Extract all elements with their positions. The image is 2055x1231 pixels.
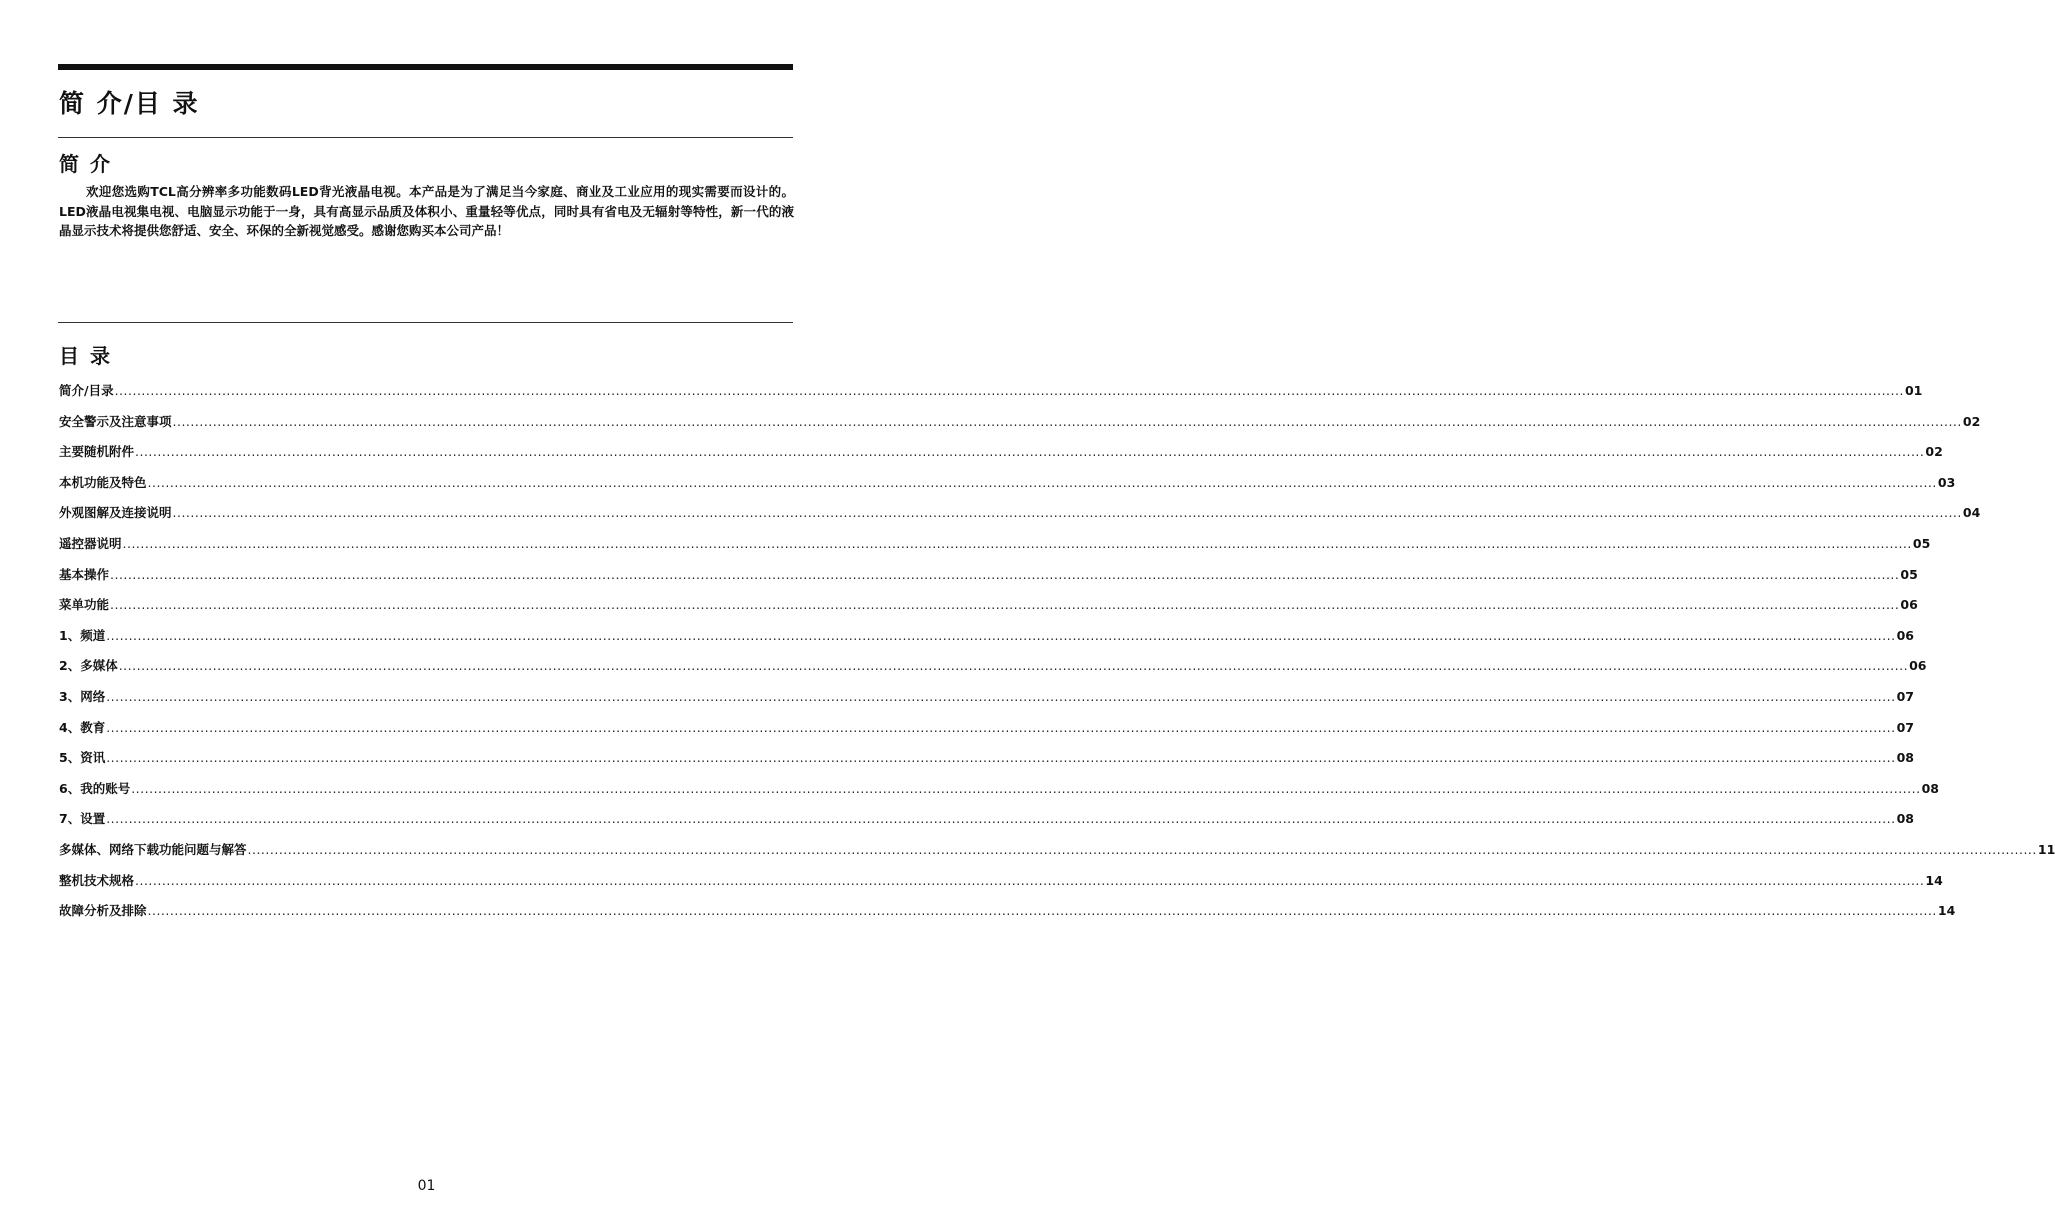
toc-entry-page: 05 [1912,535,1931,551]
toc-entry-title: 7、设置 [59,811,106,827]
toc-entry [59,779,1939,810]
toc-entry-page: 06 [1896,627,1914,643]
toc-entry [59,871,1943,902]
toc-entry-title: 1、频道 [59,627,106,643]
divider-intro [58,137,793,138]
toc-entry-page: 11 [2037,841,2055,857]
toc-entry-title: 3、网络 [59,688,106,704]
toc-entry-page: 14 [1925,872,1943,888]
toc-list [59,381,2055,932]
toc-entry-page: 08 [1896,811,1914,827]
toc-dot-leader: ................................................................................................................................................................................................................................................................................................................................................................................................................ [147,903,1937,919]
toc-entry [59,656,1927,687]
toc-dot-leader: ................................................................................................................................................................................................................................................................................................................................................................................................................ [247,841,2037,857]
toc-entry-page: 02 [1962,413,1981,429]
toc-entry [59,626,1914,657]
toc-entry-title: 菜单功能 [59,597,110,613]
toc-entry-title: 基本操作 [59,566,110,582]
toc-heading: 目 录 [59,344,112,368]
toc-entry-title: 4、教育 [59,719,106,735]
toc-entry-title: 外观图解及连接说明 [59,505,172,521]
toc-entry [59,534,1931,565]
toc-dot-leader: ................................................................................................................................................................................................................................................................................................................................................................................................................ [172,505,1962,521]
toc-dot-leader: ................................................................................................................................................................................................................................................................................................................................................................................................................ [106,688,1896,704]
toc-entry-page: 01 [1904,383,1923,398]
toc-entry-page: 04 [1962,505,1981,521]
toc-dot-leader: ................................................................................................................................................................................................................................................................................................................................................................................................................ [106,750,1896,766]
toc-entry [59,748,1914,779]
toc-entry [59,840,2055,871]
toc-entry [59,718,1914,749]
page-title: 简 介/目 录 [59,89,200,118]
toc-entry-page: 02 [1925,444,1943,460]
toc-entry-page: 07 [1896,688,1914,704]
toc-dot-leader: ................................................................................................................................................................................................................................................................................................................................................................................................................ [114,383,1904,398]
toc-dot-leader: ................................................................................................................................................................................................................................................................................................................................................................................................................ [106,627,1896,643]
toc-entry-title: 5、资讯 [59,750,106,766]
toc-entry-page: 14 [1937,903,1956,919]
toc-entry-title: 遥控器说明 [59,535,122,551]
toc-entry-title: 本机功能及特色 [59,474,147,490]
toc-entry [59,595,1918,626]
toc-entry [59,442,1943,473]
toc-entry-title: 2、多媒体 [59,658,118,674]
divider-toc [58,322,793,323]
toc-entry [59,565,1918,596]
toc-entry-title: 整机技术规格 [59,872,135,888]
toc-entry [59,901,1956,932]
toc-dot-leader: ................................................................................................................................................................................................................................................................................................................................................................................................................ [110,597,1900,613]
toc-entry [59,412,1981,443]
toc-entry [59,687,1914,718]
toc-entry-page: 06 [1900,597,1918,613]
toc-dot-leader: ................................................................................................................................................................................................................................................................................................................................................................................................................ [110,566,1900,582]
toc-entry-title: 简介/目录 [59,383,114,398]
toc-dot-leader: ................................................................................................................................................................................................................................................................................................................................................................................................................ [122,535,1912,551]
toc-entry-title: 主要随机附件 [59,444,135,460]
toc-entry-title: 安全警示及注意事项 [59,413,172,429]
toc-entry-page: 08 [1896,750,1914,766]
intro-heading: 简 介 [59,152,112,176]
toc-dot-leader: ................................................................................................................................................................................................................................................................................................................................................................................................................ [172,413,1962,429]
toc-entry [59,473,1956,504]
toc-entry-title: 故障分析及排除 [59,903,147,919]
toc-entry-page: 07 [1896,719,1914,735]
toc-dot-leader: ................................................................................................................................................................................................................................................................................................................................................................................................................ [118,658,1909,674]
toc-dot-leader: ................................................................................................................................................................................................................................................................................................................................................................................................................ [147,474,1937,490]
toc-entry-title: 6、我的账号 [59,780,131,796]
toc-entry-page: 05 [1900,566,1918,582]
toc-dot-leader: ................................................................................................................................................................................................................................................................................................................................................................................................................ [106,811,1896,827]
toc-dot-leader: ................................................................................................................................................................................................................................................................................................................................................................................................................ [135,872,1925,888]
toc-entry-page: 08 [1921,780,1939,796]
toc-entry-page: 03 [1937,474,1956,490]
header-rule [58,64,793,70]
page-number: 01 [417,1178,436,1194]
toc-entry [59,809,1914,840]
toc-dot-leader: ................................................................................................................................................................................................................................................................................................................................................................................................................ [131,780,1921,796]
toc-dot-leader: ................................................................................................................................................................................................................................................................................................................................................................................................................ [135,444,1925,460]
toc-entry-page: 06 [1909,658,1927,674]
intro-paragraph: 欢迎您选购TCL高分辨率多功能数码LED背光液晶电视。本产品是为了满足当今家庭、商业及工业应用的现实需要而设计的。LED液晶电视集电视、电脑显示功能于一身，具有高显示品质及体积小、重量轻等优点，同时具有省电及无辐射等特性，新一代的液晶显示技术将提供您舒适、安全、环保的全新视觉感受。感谢您购买本公司产品！ [59,184,794,238]
toc-entry-title: 多媒体、网络下载功能问题与解答 [59,841,247,857]
toc-entry [59,503,1981,534]
toc-dot-leader: ................................................................................................................................................................................................................................................................................................................................................................................................................ [106,719,1896,735]
toc-entry [59,381,1923,412]
